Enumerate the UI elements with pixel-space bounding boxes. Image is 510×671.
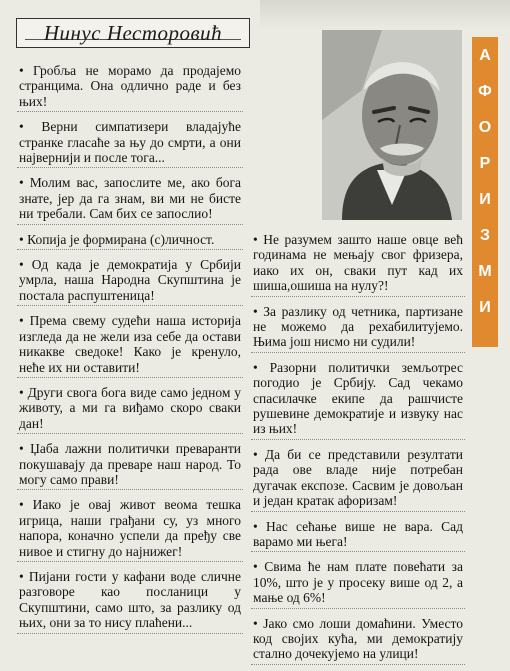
aphorism-item: • Од када је демократија у Србији умрла, наша Народна Скупштина је постала распуштеница! [17,256,243,306]
section-title-letter: Р [479,155,491,172]
section-title-letter: Ф [478,83,492,100]
aphorism-item: • Према свему судећи наша историја изгледа да не жели иза себе да остави никакве сведоке! Како је кренуло, неће их ни оставити! [17,312,243,378]
author-photo [322,30,462,220]
aphorism-item: • Други свога бога виде само једном у животу, а ми га виђамо скоро сваки дан! [17,384,243,434]
section-title-letter: З [479,227,491,244]
section-title-letter: И [479,191,491,208]
aphorism-item: • За разлику од четника, партизане не можемо да рехабилитујемо. Њима још нисмо ни судили! [251,303,465,353]
aphorism-item: • Свима ће нам плате повећати за 10%, што је у просеку више од 2, а мање од 6%! [251,558,465,608]
section-title-letter: И [479,299,491,316]
author-portrait-image [322,30,462,220]
aphorism-item: • Пијани гости у кафани воде сличне разговоре као посланици у Скупштини, само што, за разлику од њих, они за то нису плаћени... [17,568,243,634]
aphorism-item: • Гробља не морамо да продајемо странцима. Она одлично раде и без њих! [17,62,243,112]
aphorism-item: • Џаба лажни политички преваранти покушавају да преваре наш народ. То могу само прави! [17,440,243,490]
aphorism-item: • Копија је формирана (с)личност. [17,231,243,250]
section-title-letter: О [478,119,492,136]
aphorism-item: • Разорни политички земљотрес погодио је Србију. Сад чекамо спасилачке екипе да рашчисте рушевине демократије и извуку нас из њих! [251,359,465,440]
section-title-letter: А [479,47,491,64]
aphorisms-section-tab [472,37,498,347]
aphorism-item: • Иако је овај живот веома тешка игрица, наши грађани су, уз много напора, коначно успели да пређу све нивое и стигну до најнижег! [17,496,243,562]
aphorism-item: • Не разумем зашто наше овце већ годинама не мењају свог фризера, иако их он, сваки пут кад их шиша,ошиша на нулу?! [251,231,465,297]
aphorism-item: • Нас сећање више не вара. Сад варамо ми њега! [251,518,465,553]
section-title-letter: М [478,263,492,280]
aphorism-item: • Да би се представили резултати рада ове владе није потребан дугачак експозе. Сасвим је довољан и један кратак афоризам! [251,446,465,512]
aphorism-item: • Молим вас, запослите ме, ако бога знате, јер да га знам, ви ми не бисте ни требали. Сам бих се запослио! [17,174,243,224]
page-edge-shadow [260,0,510,30]
aphorism-item: • Јако смо лоши домаћини. Уместо код својих кућа, ми демократију стално дочекујемо на улици! [251,615,465,665]
author-header [16,18,250,48]
aphorisms-right-column [251,231,465,671]
aphorisms-left-column [17,62,243,640]
aphorism-item: • Верни симпатизери владајуће странке гласаће за њу до смрти, а они највернији и после тога... [17,118,243,168]
author-name: Нинус Несторовић [43,21,223,45]
